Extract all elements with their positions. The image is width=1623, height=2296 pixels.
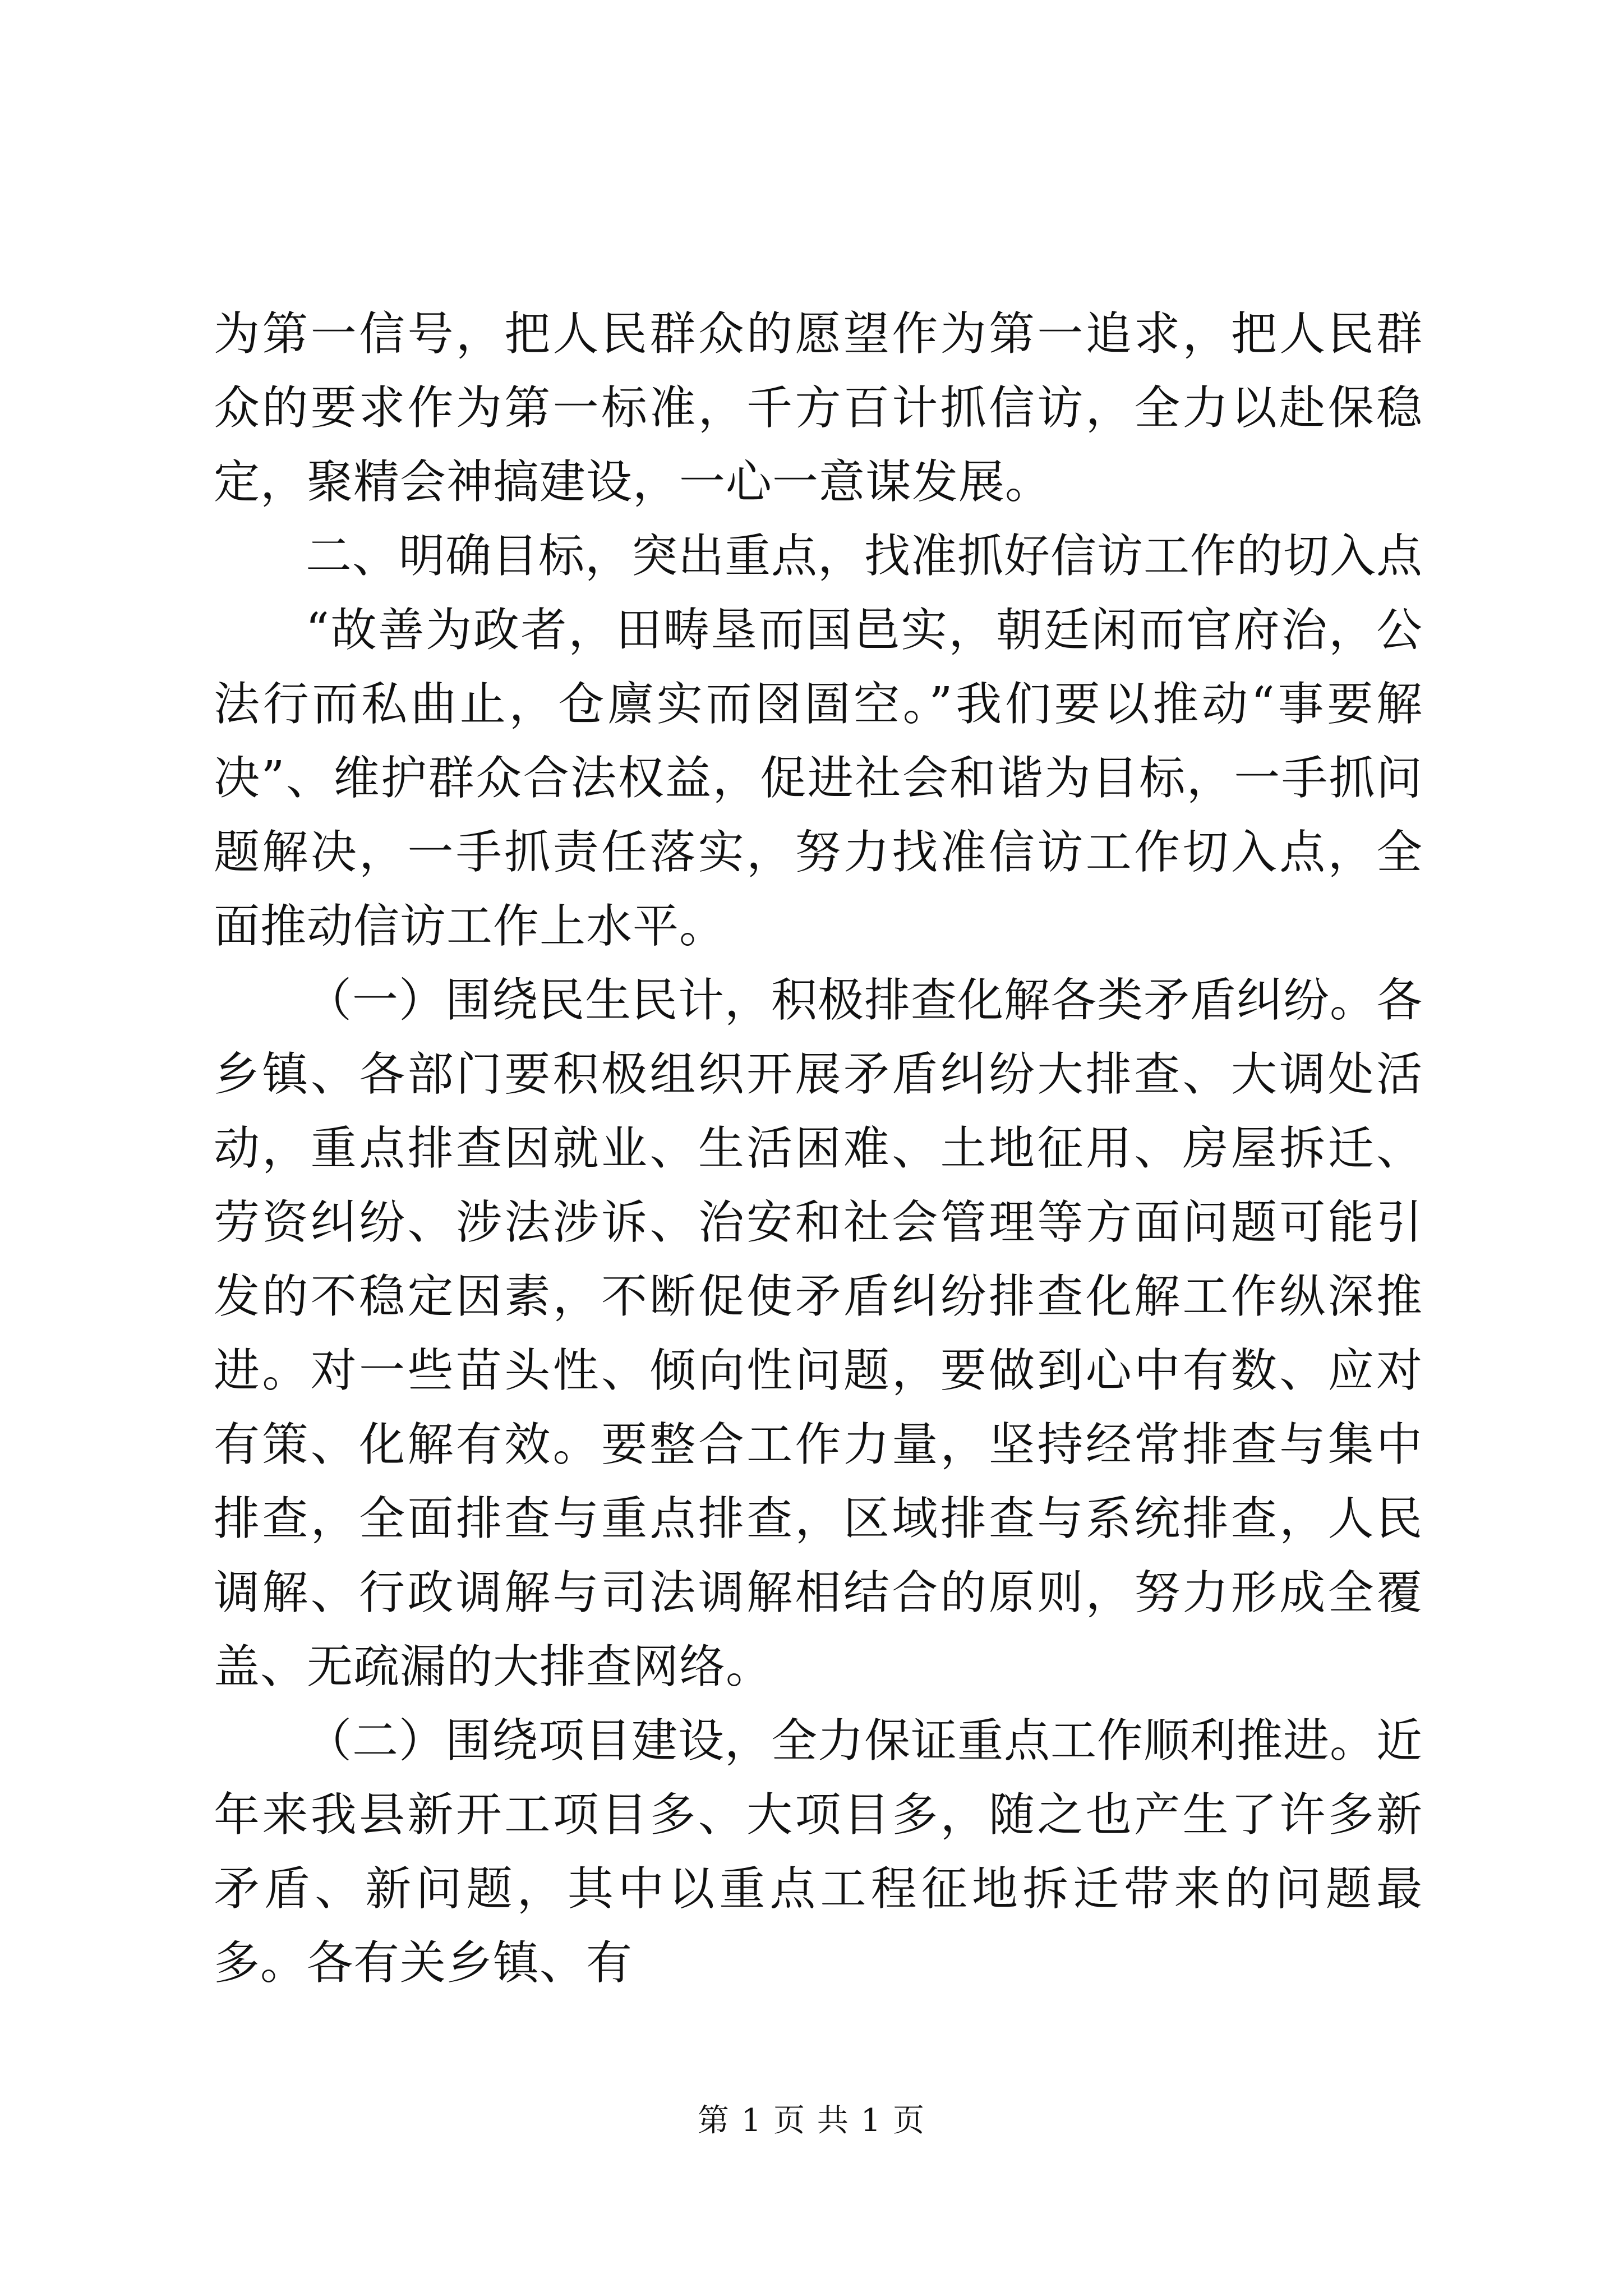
paragraph-continuation: 为第一信号，把人民群众的愿望作为第一追求，把人民群众的要求作为第一标准，千方百计抓信访，全力以赴保稳定，聚精会神搞建设，一心一意谋发展。: [214, 307, 1423, 509]
document-body: [214, 297, 1423, 2000]
paragraph-item-1: （一）围绕民生民计，积极排查化解各类矛盾纠纷。各乡镇、各部门要积极组织开展矛盾纠纷大排查、大调处活动，重点排查因就业、生活困难、土地征用、房屋拆迁、劳资纠纷、涉法涉诉、治安和社会管理等方面问题可能引发的不稳定因素，不断促使矛盾纠纷排查化解工作纵深推进。对一些苗头性、倾向性问题，要做到心中有数、应对有策、化解有效。要整合工作力量，坚持经常排查与集中排查，全面排查与重点排查，区域排查与系统排查，人民调解、行政调解与司法调解相结合的原则，努力形成全覆盖、无疏漏的大排查网络。: [214, 974, 1423, 1694]
page-footer: 第 1 页 共 1 页: [697, 2102, 926, 2139]
section-heading: 二、明确目标，突出重点，找准抓好信访工作的切入点: [306, 530, 1423, 583]
paragraph-quote: “故善为政者，田畴垦而国邑实，朝廷闲而官府治，公法行而私曲止，仓廪实而囹圄空。”我们要以推动“事要解决”、维护群众合法权益，促进社会和谐为目标，一手抓问题解决，一手抓责任落实，努力找准信访工作切入点，全面推动信访工作上水平。: [214, 604, 1423, 953]
paragraph-item-2: （二）围绕项目建设，全力保证重点工作顺利推进。近年来我县新开工项目多、大项目多，随之也产生了许多新矛盾、新问题，其中以重点工程征地拆迁带来的问题最多。各有关乡镇、有: [214, 1714, 1423, 1990]
